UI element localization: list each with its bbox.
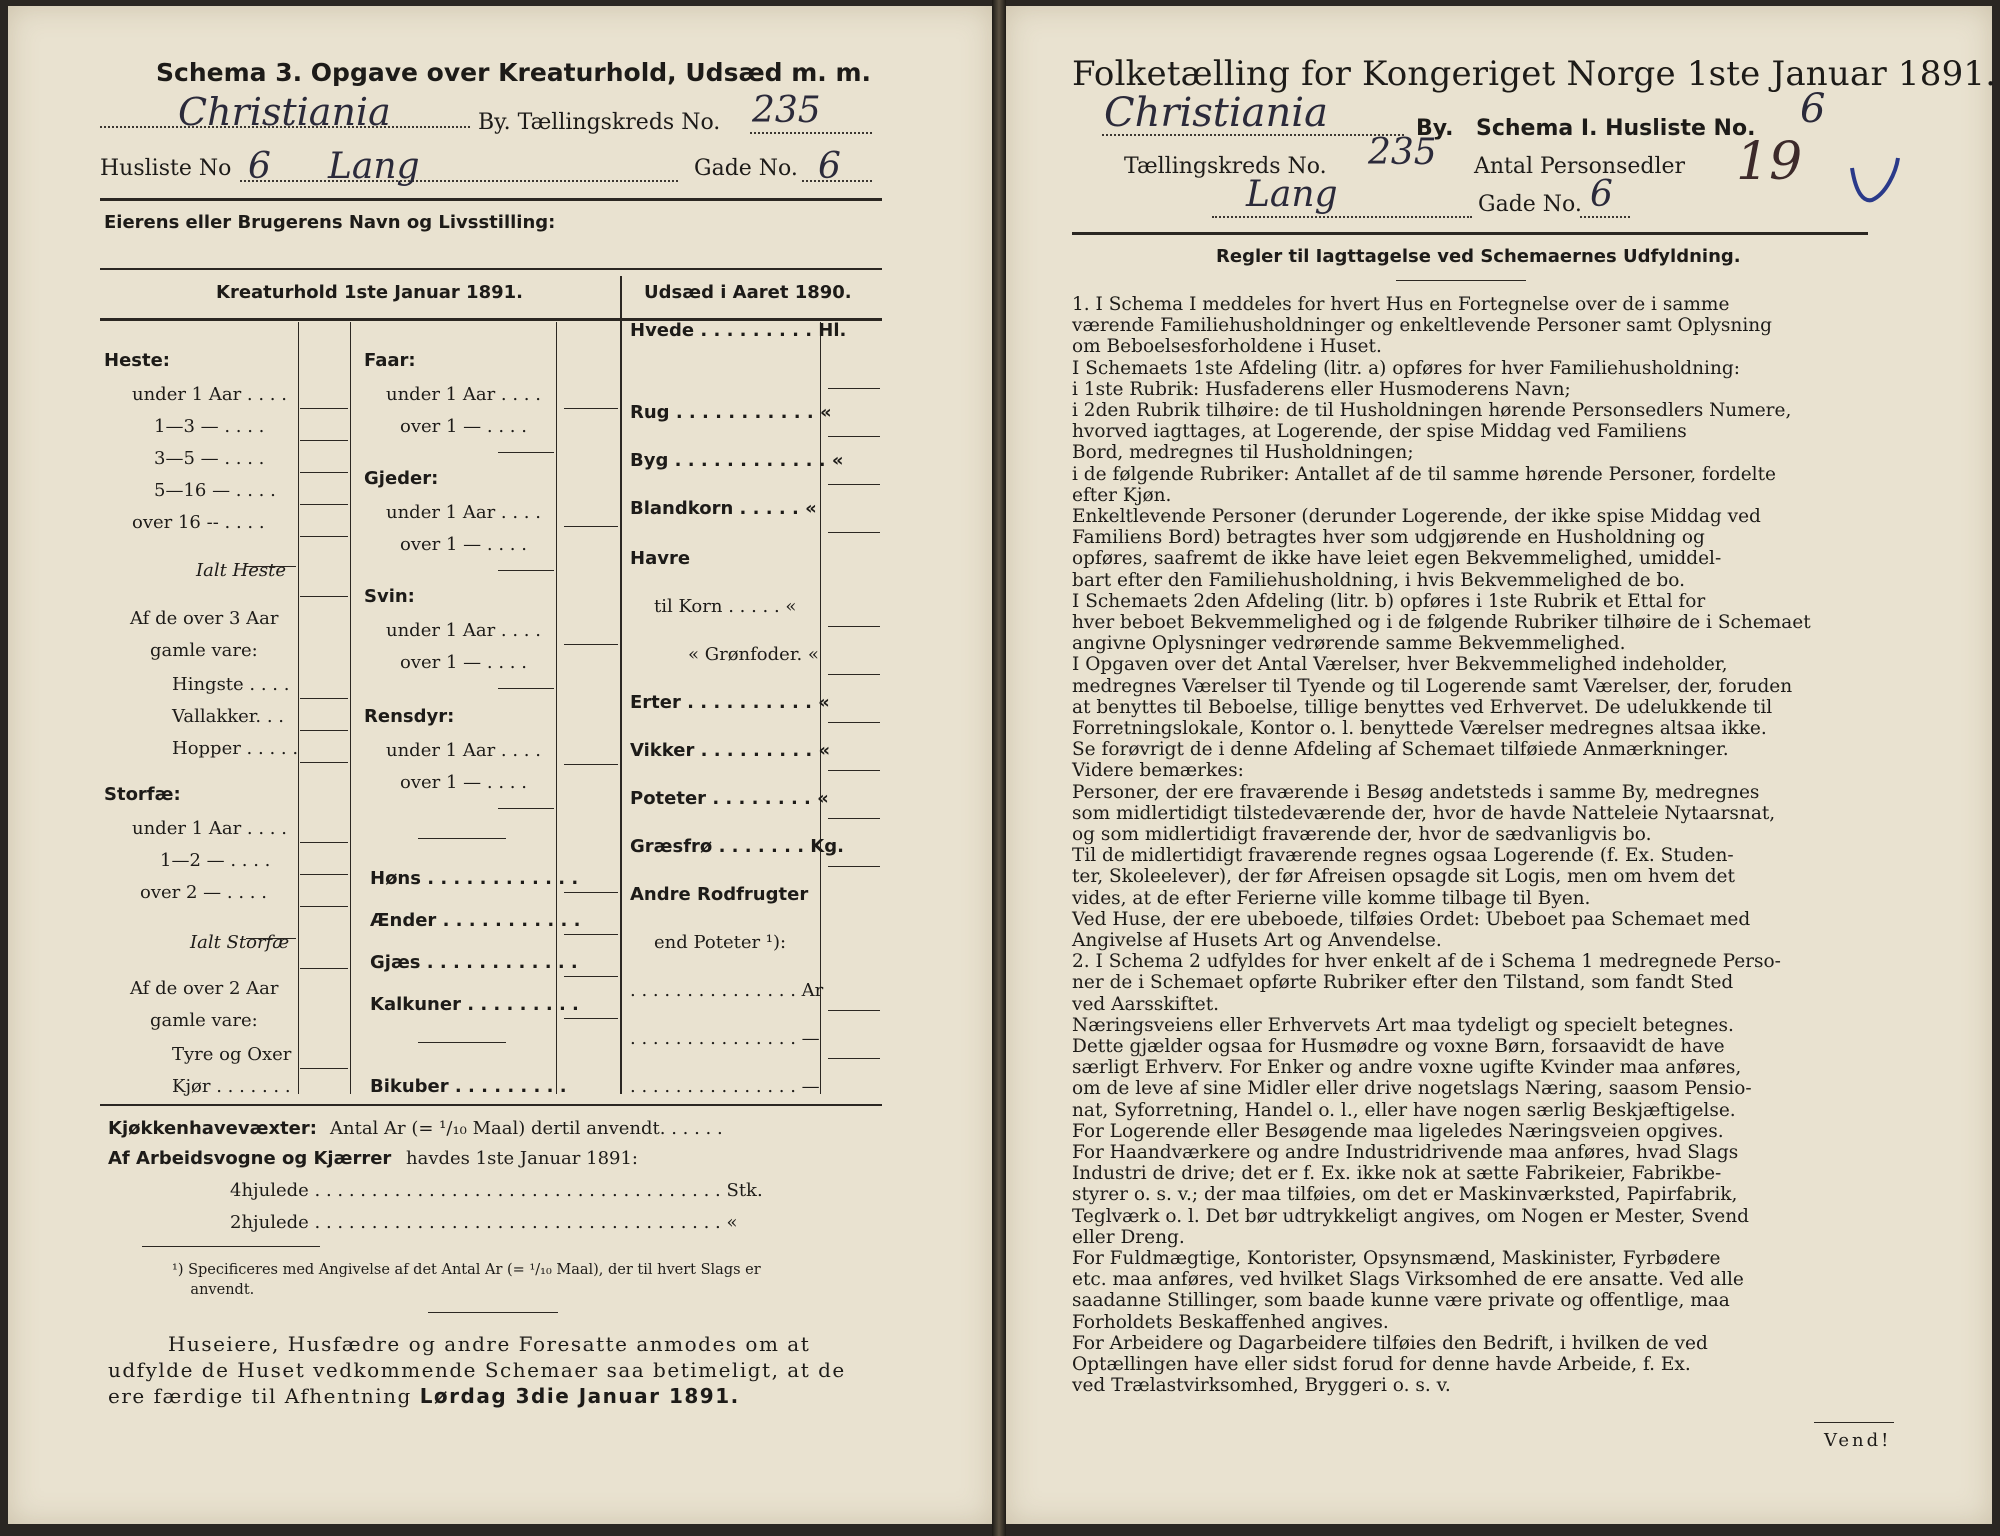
rules-line: Næringsveiens eller Erhvervets Art maa tydeligt og specielt betegnes. (1072, 1014, 1734, 1036)
firehjulede-row: 4hjulede . . . . . . . . . . . . . . . . . . . . . . . . . . . . . . . . . . . . Stk. (230, 1180, 763, 1201)
by-label: By. (1416, 116, 1454, 141)
rules-line: angivne Oplysninger vedrørende samme Bekvemmelighed. (1072, 633, 1626, 655)
udsaed-row: Rug . . . . . . . . . . . « (630, 402, 832, 423)
storfae-sub-row: Tyre og Oxer (172, 1044, 292, 1065)
gade-handwritten: Lang (1246, 174, 1338, 215)
rules-line: Videre bemærkes: (1072, 760, 1244, 782)
rules-line: 1. I Schema I meddeles for hvert Hus en Fortegnelse over de i samme (1072, 294, 1730, 315)
rules-line: i 1ste Rubrik: Husfaderens eller Husmoderens Navn; (1072, 378, 1571, 400)
left-page-schema-3 (8, 6, 992, 1524)
rensdyr-title: Rensdyr: (364, 706, 455, 727)
kjokkenhave-label: Kjøkkenhavevæxter: (108, 1118, 317, 1139)
rules-line: værende Familiehusholdninger og enkeltlevende Personer samt Oplysning (1072, 315, 1773, 337)
col-kreaturhold-header: Kreaturhold 1ste Januar 1891. (216, 282, 523, 303)
gade-no-handwritten: 6 (818, 146, 841, 187)
husliste-handwritten: 6 (1800, 86, 1826, 132)
rules-line: For Logerende eller Besøgende maa ligeledes Næringsveien opgives. (1072, 1120, 1724, 1142)
rules-line: Industri de drive; det er f. Ex. ikke nok at sætte Fabrikeier, Fabrikbe- (1072, 1163, 1722, 1185)
gade-no-handwritten: 6 (1590, 174, 1613, 215)
gjeder-row: over 1 — . . . . (400, 534, 527, 555)
footnote: ¹) Specificeres med Angivelse af det Antal Ar (= ¹/₁₀ Maal), der til hvert Slags er anvendt. (172, 1262, 761, 1298)
rules-line: ter, Skoleelever), der før Afreisen opsagde sit Logis, men om hvem det (1072, 866, 1735, 888)
rules-line: særligt Erhverv. For Enker og andre voxne ugifte Kvinder maa anføres, (1072, 1057, 1742, 1079)
owner-label: Eierens eller Brugerens Navn og Livsstilling: (104, 212, 556, 233)
husliste-label: Husliste No (100, 156, 232, 181)
heste-gamle-vare: gamle vare: (150, 640, 258, 661)
storfae-row: over 2 — . . . . (140, 882, 267, 903)
fowl-row: Ænder . . . . . . . . . . . (370, 910, 581, 931)
rules-line: Forretningslokale, Kontor o. l. benyttede Værelser medregnes altsaa ikke. (1072, 718, 1767, 739)
rules-line: efter Kjøn. (1072, 484, 1172, 506)
vend-label: Vend! (1824, 1430, 1892, 1451)
rules-line: Enkeltlevende Personer (derunder Logerende, der ikke spise Middag ved (1072, 506, 1761, 527)
check-mark-icon (1846, 154, 1906, 214)
rules-line: ved Aarsskiftet. (1072, 993, 1220, 1015)
rules-line: For Arbeidere og Dagarbeidere tilføies den Bedrift, i hvilken de ved (1072, 1332, 1708, 1354)
rules-line: at benyttes til Beboelse, tillige benyttes ved Erhvervet. De udelukkende til (1072, 696, 1773, 718)
rules-line: opføres, saafremt de ikke have leiet egen Bekvemmelighed, umiddel- (1072, 548, 1722, 570)
gjeder-row: under 1 Aar . . . . (386, 502, 541, 523)
gjeder-title: Gjeder: (364, 468, 439, 489)
rules-line: nat, Syforretning, Handel o. l., eller have nogen særlig Beskjæftigelse. (1072, 1099, 1736, 1121)
rules-line: saadanne Stillinger, som baade kunne være private og offentlige, maa (1072, 1290, 1730, 1312)
rules-line: vides, at de efter Ferierne ville komme tilbage til Byen. (1072, 887, 1591, 909)
gade-no-label: Gade No. (694, 156, 798, 181)
rules-line: I Schemaets 2den Afdeling (litr. b) opføres i 1ste Rubrik et Ettal for (1072, 590, 1706, 612)
heste-row: 3—5 — . . . . (154, 448, 265, 469)
arbeidsvogne-label: Af Arbeidsvogne og Kjærrer (108, 1148, 392, 1169)
svin-title: Svin: (364, 586, 415, 607)
rules-line: og som midlertidigt fraværende der, hvor de sædvanligvis bo. (1072, 824, 1652, 845)
folketaelling-title: Folketælling for Kongeriget Norge 1ste Januar 1891. (1072, 54, 1997, 94)
rules-line: Familiens Bord) betragtes hver som udgjørende en Husholdning og (1072, 527, 1705, 549)
udsaed-row: end Poteter ¹): (654, 932, 787, 953)
fowl-row: Kalkuner . . . . . . . . . (370, 994, 579, 1015)
rules-line: eller Dreng. (1072, 1226, 1185, 1248)
ialt-heste: Ialt Heste (196, 560, 287, 581)
rules-line: om Beboelsesforholdene i Huset. (1072, 336, 1382, 358)
rules-line: hvorved iagttages, at Logerende, der spise Middag ved Familiens (1072, 421, 1687, 443)
heste-sub-row: Hingste . . . . (172, 674, 290, 695)
rules-line: styrer o. s. v.; der maa tilføies, om det er Maskinværksted, Papirfabrik, (1072, 1184, 1738, 1206)
kjokkenhave-text: Antal Ar (= ¹/₁₀ Maal) dertil anvendt. . . . . . (330, 1118, 723, 1139)
heste-title: Heste: (104, 350, 170, 371)
heste-row: 5—16 — . . . . (154, 480, 276, 501)
rules-line: Bord, medregnes til Husholdningen; (1072, 442, 1414, 464)
udsaed-row: Blandkorn . . . . . « (630, 498, 817, 519)
udsaed-row: Byg . . . . . . . . . . . . « (630, 450, 844, 471)
heste-sub-row: Vallakker. . . (172, 706, 285, 727)
udsaed-row: Vikker . . . . . . . . . « (630, 740, 831, 761)
rules-line: Forholdets Beskaffenhed angives. (1072, 1311, 1389, 1333)
schema-3-title: Schema 3. Opgave over Kreaturhold, Udsæd m. m. (156, 58, 872, 87)
rules-line: Ved Huse, der ere ubeboede, tilføies Ordet: Ubeboet paa Schemaet med (1072, 908, 1751, 930)
kreds-handwritten: 235 (1368, 132, 1437, 173)
by-handwritten: Christiania (1104, 90, 1328, 136)
udsaed-row: . . . . . . . . . . . . . . . — (630, 1076, 820, 1097)
storfae-sub-row: Kjør . . . . . . . (172, 1076, 291, 1097)
rules-line: medregnes Værelser til Tyende og til Logerende samt Værelser, der, foruden (1072, 675, 1793, 697)
storfae-row: under 1 Aar . . . . (132, 818, 287, 839)
ialt-storfae: Ialt Storfæ (190, 932, 290, 953)
faar-row: over 1 — . . . . (400, 416, 527, 437)
storfae-row: 1—2 — . . . . (160, 850, 271, 871)
kreds-handwritten: 235 (752, 90, 821, 131)
rensdyr-row: under 1 Aar . . . . (386, 740, 541, 761)
rules-line: ved Trælastvirksomhed, Bryggeri o. s. v. (1072, 1375, 1451, 1397)
rules-line: 2. I Schema 2 udfyldes for hver enkelt af de i Schema 1 medregnede Perso- (1072, 951, 1781, 973)
rules-line: som midlertidigt tilstedeværende der, hvor de havde Natteleie Nytaarsnat, (1072, 802, 1776, 824)
svin-row: under 1 Aar . . . . (386, 620, 541, 641)
gade-no-label: Gade No. (1478, 192, 1582, 217)
gade-handwritten: Lang (328, 146, 420, 187)
closing-line-3-text: ere færdige til Afhentning (108, 1384, 412, 1408)
heste-row: 1—3 — . . . . (154, 416, 265, 437)
udsaed-row: Andre Rodfrugter (630, 884, 809, 905)
heste-row: under 1 Aar . . . . (132, 384, 287, 405)
rules-line: i de følgende Rubriker: Antallet af de til samme hørende Personer, fordelte (1072, 463, 1776, 485)
col-udsaed-header: Udsæd i Aaret 1890. (644, 282, 852, 303)
udsaed-row: til Korn . . . . . « (654, 596, 797, 617)
antal-handwritten: 19 (1736, 132, 1803, 192)
rules-line: hver beboet Bekvemmelighed og i de følgende Rubriker tilhøire de i Schemaet (1072, 612, 1811, 633)
rules-line: Dette gjælder ogsaa for Husmødre og voxne Børn, forsaavidt de have (1072, 1036, 1725, 1057)
rules-line: om de leve af sine Midler eller drive nogetslags Næring, saasom Pensio- (1072, 1078, 1752, 1100)
closing-line-1: Huseiere, Husfædre og andre Foresatte anmodes om at (168, 1332, 811, 1356)
bikuber-row: Bikuber . . . . . . . . . (370, 1076, 567, 1097)
rules-heading: Regler til Iagttagelse ved Schemaernes Udfyldning. (1216, 246, 1741, 267)
closing-line-2: udfylde de Huset vedkommende Schemaer saa betimeligt, at de (108, 1358, 846, 1382)
book-spine (992, 0, 1006, 1536)
arbeidsvogne-text: havdes 1ste Januar 1891: (406, 1148, 638, 1169)
by-handwritten: Christiania (178, 90, 391, 134)
rules-line: Til de midlertidigt fraværende regnes ogsaa Logerende (f. Ex. Studen- (1072, 845, 1734, 867)
rules-line: For Fuldmægtige, Kontorister, Opsynsmænd, Maskinister, Fyrbødere (1072, 1248, 1721, 1269)
fowl-row: Høns . . . . . . . . . . . . (370, 868, 579, 889)
faar-row: under 1 Aar . . . . (386, 384, 541, 405)
storfae-gamle-vare: gamle vare: (150, 1010, 258, 1031)
udsaed-row: . . . . . . . . . . . . . . . — (630, 1028, 820, 1049)
rules-line: i 2den Rubrik tilhøire: de til Husholdningen hørende Personsedlers Numere, (1072, 400, 1792, 421)
udsaed-row: . . . . . . . . . . . . . . . Ar (630, 980, 824, 1001)
rules-line: I Opgaven over det Antal Værelser, hver Bekvemmelighed indeholder, (1072, 654, 1728, 676)
udsaed-row: Hvede . . . . . . . . . Hl. (630, 320, 847, 341)
udsaed-row: Havre (630, 548, 691, 569)
heste-sub-row: Hopper . . . . . (172, 738, 299, 759)
tohjulede-row: 2hjulede . . . . . . . . . . . . . . . . . . . . . . . . . . . . . . . . . . . . « (230, 1212, 738, 1233)
udsaed-row: Poteter . . . . . . . . « (630, 788, 829, 809)
by-label: By. Tællingskreds No. (478, 110, 721, 135)
heste-row: over 16 -- . . . . (132, 512, 265, 533)
rules-line: Se forøvrigt de i denne Afdeling af Schemaet tilføiede Anmærkninger. (1072, 739, 1729, 761)
udsaed-row: Græsfrø . . . . . . . Kg. (630, 836, 844, 857)
rules-line: Teglværk o. l. Det bør udtrykkeligt angives, om Nogen er Mester, Svend (1072, 1205, 1749, 1227)
closing-line-3 (108, 1384, 740, 1408)
rules-line: bart efter den Familiehusholdning, i hvis Bekvemmelighed de bo. (1072, 569, 1685, 591)
rensdyr-row: over 1 — . . . . (400, 772, 527, 793)
faar-title: Faar: (364, 350, 416, 371)
udsaed-row: « Grønfoder. « (688, 644, 819, 665)
storfae-af-de: Af de over 2 Aar (130, 978, 279, 999)
rules-line: Personer, der ere fraværende i Besøg andetsteds i samme By, medregnes (1072, 781, 1760, 803)
rules-line: etc. maa anføres, ved hvilket Slags Virksomhed de ere ansatte. Ved alle (1072, 1269, 1744, 1291)
antal-personsedler-label: Antal Personsedler (1474, 154, 1686, 179)
rules-line: ner de i Schemaet opførte Rubriker efter den Tilstand, som fandt Sted (1072, 972, 1734, 994)
rules-line: For Haandværkere og andre Industridrivende maa anføres, hvad Slags (1072, 1142, 1739, 1163)
rules-line: I Schemaets 1ste Afdeling (litr. a) opføres for hver Familiehusholdning: (1072, 357, 1740, 379)
udsaed-row: Erter . . . . . . . . . . « (630, 692, 830, 713)
husliste-handwritten: 6 (248, 146, 271, 187)
kreds-label: Tællingskreds No. (1124, 154, 1327, 179)
rules-line: Optællingen have eller sidst forud for denne havde Arbeide, f. Ex. (1072, 1354, 1691, 1375)
storfae-title: Storfæ: (104, 784, 181, 805)
schema-1-label: Schema I. Husliste No. (1476, 116, 1756, 141)
svin-row: over 1 — . . . . (400, 652, 527, 673)
fowl-row: Gjæs . . . . . . . . . . . . (370, 952, 578, 973)
rules-line: Angivelse af Husets Art og Anvendelse. (1072, 930, 1442, 951)
heste-af-de: Af de over 3 Aar (130, 608, 279, 629)
right-page-schema-1 (1006, 6, 1997, 1524)
closing-date: Lørdag 3die Januar 1891. (419, 1384, 740, 1408)
